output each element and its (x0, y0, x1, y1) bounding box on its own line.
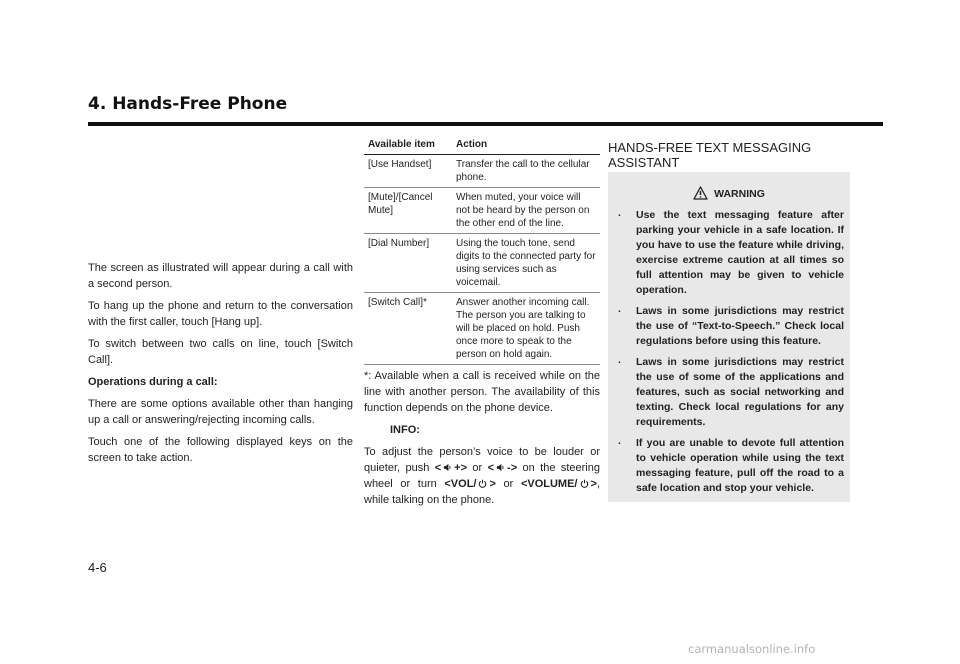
volume-key-close: > (590, 478, 597, 490)
table-row (364, 293, 600, 365)
paragraph-screen-illustrated: The screen as illustrated will appear during a call with a second person. (88, 262, 353, 290)
info-text-2: on the steering wheel or turn (364, 462, 600, 490)
or-text-2: or (495, 478, 521, 490)
key-minus: -> (507, 462, 518, 474)
list-item: . Use the text messaging feature after parking your vehicle in a safe location. If you have to use the feature while driving, exercise extreme caution at all times so full attention may be given to vehicle operation. (618, 208, 844, 298)
section-title: 4. Hands-Free Phone (88, 94, 288, 114)
middle-column (364, 368, 600, 514)
left-column (88, 260, 353, 472)
info-heading: INFO: (390, 424, 420, 436)
speaker-icon (496, 463, 505, 472)
or-text-1: or (467, 462, 488, 474)
info-text-1: To adjust the person’s voice to be louder or quieter, push (364, 446, 600, 474)
cell-action: Answer another incoming call. The person you are talking to will be placed on hold. Push once more to speak to the person on hold again. (452, 293, 600, 365)
page-number: 4-6 (88, 560, 107, 575)
vol-key-open: <VOL/ (444, 478, 477, 490)
cell-item: [Dial Number] (364, 234, 452, 293)
power-icon (478, 479, 487, 488)
header-available-item: Available item (364, 136, 452, 155)
list-item: . Laws in some jurisdictions may restrict the use of “Text-to-Speech.” Check local regulations before using this feature. (618, 304, 844, 349)
header-action: Action (452, 136, 600, 155)
cell-item: [Switch Call]* (364, 293, 452, 365)
cell-action: When muted, your voice will not be heard by the person on the other end of the line. (452, 188, 600, 234)
key-open-1: < (434, 462, 442, 474)
cell-action: Transfer the call to the cellular phone. (452, 155, 600, 188)
list-item: . Laws in some jurisdictions may restrict the use of some of the applications and features, such as social networking and texting. Check local regulations for any requirements. (618, 355, 844, 430)
table-header-row (364, 136, 600, 155)
text-messaging-title: HANDS-FREE TEXT MESSAGING ASSISTANT (608, 140, 812, 170)
vol-key-close: > (489, 478, 496, 490)
title-rule (88, 122, 883, 126)
warning-list (618, 208, 844, 502)
speaker-icon (443, 463, 452, 472)
info-text-3: , while talking on the phone. (364, 478, 600, 506)
available-items-table (364, 136, 600, 365)
power-icon (580, 479, 589, 488)
paragraph-switch-call: To switch between two calls on line, touch [Switch Call]. (88, 338, 353, 366)
cell-item: [Mute]/[Cancel Mute] (364, 188, 452, 234)
volume-key-open: <VOLUME/ (520, 478, 578, 490)
warning-triangle-icon (693, 186, 708, 200)
key-plus: +> (454, 462, 468, 474)
paragraph-options: There are some options available other than hanging up a call or answering/rejecting incoming calls. (88, 398, 353, 426)
warning-box (608, 172, 850, 502)
cell-action: Using the touch tone, send digits to the connected party for using services such as voicemail. (452, 234, 600, 293)
list-item: . If you are unable to devote full attention to vehicle operation while using the text messaging feature, pull off the road to a safe location and stop your vehicle. (618, 436, 844, 496)
table-row (364, 155, 600, 188)
table-row (364, 234, 600, 293)
watermark: carmanualsonline.info (688, 642, 816, 656)
warning-label: WARNING (714, 188, 765, 200)
operations-heading: Operations during a call: (88, 376, 218, 388)
footnote: *: Available when a call is received while on the line with another person. The availability of this function depends on the phone device. (364, 370, 600, 414)
paragraph-touch-keys: Touch one of the following displayed keys on the screen to take action. (88, 436, 353, 464)
info-paragraph (364, 444, 600, 508)
key-open-2: < (487, 462, 495, 474)
paragraph-hang-up: To hang up the phone and return to the conversation with the first caller, touch [Hang up]. (88, 300, 353, 328)
warning-header (608, 186, 850, 200)
table-row (364, 188, 600, 234)
cell-item: [Use Handset] (364, 155, 452, 188)
